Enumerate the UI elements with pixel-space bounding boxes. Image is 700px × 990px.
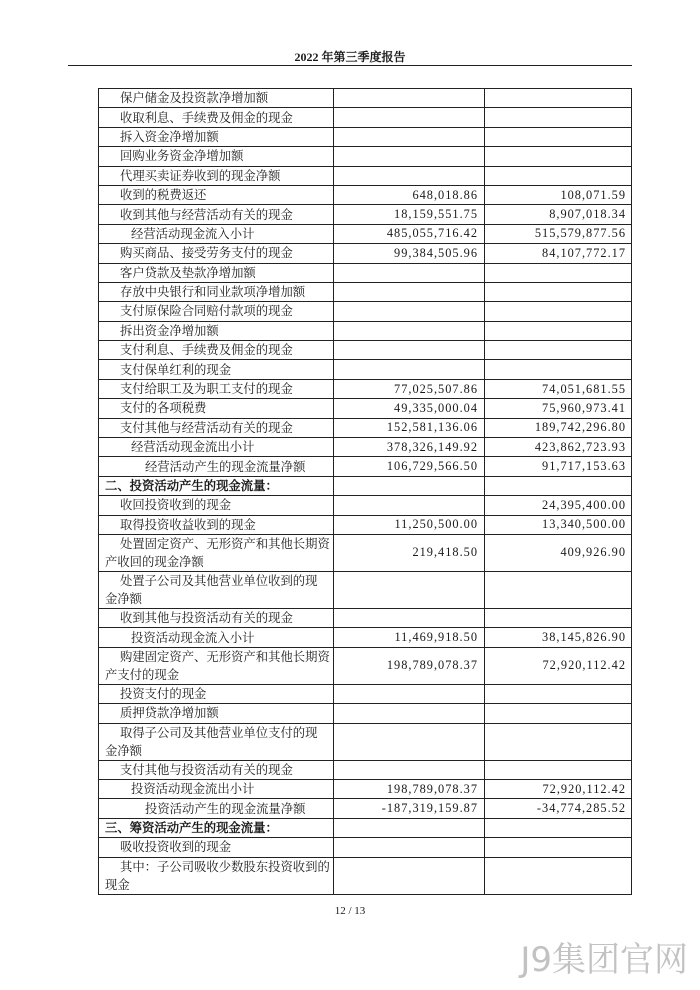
amount-cell-second-column	[485, 225, 632, 244]
amount-value: 18,159,551.75	[394, 207, 478, 222]
amount-cell-second-column	[485, 457, 632, 476]
line-item-cell	[99, 799, 334, 818]
amount-cell-second-column	[485, 244, 632, 263]
line-item-label: 支付利息、手续费及佣金的现金	[120, 343, 293, 358]
line-item-label: 收到其他与投资活动有关的现金	[120, 611, 293, 626]
table-row	[99, 609, 632, 628]
amount-value: 77,025,507.86	[394, 381, 478, 396]
section-heading-row	[99, 819, 632, 838]
amount-value: 378,326,149.92	[386, 439, 478, 454]
amount-cell-first-column	[334, 360, 485, 379]
amount-cell-second-column	[485, 128, 632, 147]
line-item-cell	[99, 648, 334, 685]
table-row	[99, 419, 632, 438]
line-item-cell	[99, 225, 334, 244]
page-header	[68, 50, 632, 66]
amount-cell-first-column	[334, 419, 485, 438]
amount-cell-second-column	[485, 496, 632, 515]
amount-value: 72,920,112.42	[542, 658, 626, 673]
amount-value: 515,579,877.56	[534, 226, 626, 241]
amount-cell-second-column	[485, 438, 632, 457]
amount-cell-second-column	[485, 628, 632, 647]
line-item-label: 处置子公司及其他营业单位收到的现 金净额	[105, 573, 318, 606]
amount-cell-second-column	[485, 205, 632, 224]
amount-value: 219,418.50	[412, 545, 478, 560]
table-row	[99, 186, 632, 205]
amount-cell-first-column	[334, 457, 485, 476]
line-item-cell	[99, 438, 334, 457]
table-row	[99, 302, 632, 321]
table-row	[99, 89, 632, 108]
page-number: 12 / 13	[334, 905, 366, 917]
line-item-label: 拆入资金净增加额	[120, 129, 219, 144]
amount-value: 84,107,772.17	[542, 245, 626, 260]
section-heading: 三、筹资活动产生的现金流量：	[105, 819, 278, 835]
amount-cell-second-column	[485, 322, 632, 341]
amount-cell-second-column	[485, 838, 632, 857]
amount-cell-first-column	[334, 244, 485, 263]
amount-value: 152,581,136.06	[386, 420, 478, 435]
line-item-cell	[99, 535, 334, 572]
amount-value: 108,071.59	[560, 187, 626, 202]
amount-cell-first-column	[334, 535, 485, 572]
amount-cell-first-column	[334, 496, 485, 515]
amount-cell-second-column	[485, 780, 632, 799]
amount-value: 99,384,505.96	[394, 245, 478, 260]
amount-cell-first-column	[334, 838, 485, 857]
line-item-label: 收到其他与经营活动有关的现金	[120, 207, 293, 222]
amount-cell-first-column	[334, 341, 485, 360]
line-item-cell	[99, 167, 334, 186]
amount-cell-first-column	[334, 380, 485, 399]
amount-value: 198,789,078.37	[386, 658, 478, 673]
line-item-cell	[99, 838, 334, 857]
table-row	[99, 799, 632, 818]
amount-cell-first-column	[334, 858, 485, 895]
line-item-label: 其中：子公司吸收少数股东投资收到的 现金	[105, 859, 330, 892]
amount-cell-second-column	[485, 167, 632, 186]
amount-cell-first-column	[334, 704, 485, 723]
table-row	[99, 167, 632, 186]
amount-cell-second-column	[485, 380, 632, 399]
amount-cell-second-column	[485, 516, 632, 535]
amount-value: 72,920,112.42	[542, 781, 626, 796]
line-item-label: 拆出资金净增加额	[120, 323, 219, 338]
amount-value: 13,340,500.00	[542, 517, 626, 532]
table-row	[99, 244, 632, 263]
amount-cell-first-column	[334, 167, 485, 186]
line-item-label: 吸收投资收到的现金	[120, 840, 232, 855]
amount-value: 485,055,716.42	[386, 226, 478, 241]
table-row	[99, 438, 632, 457]
line-item-cell	[99, 108, 334, 127]
amount-cell-first-column	[334, 724, 485, 761]
line-item-cell	[99, 780, 334, 799]
line-item-cell	[99, 89, 334, 108]
amount-cell-second-column	[485, 419, 632, 438]
amount-cell-first-column	[334, 628, 485, 647]
line-item-cell	[99, 685, 334, 704]
line-item-cell	[99, 724, 334, 761]
amount-cell-second-column	[485, 341, 632, 360]
table-row	[99, 264, 632, 283]
line-item-label: 支付的各项税费	[120, 401, 207, 416]
amount-cell-first-column	[334, 399, 485, 418]
line-item-label: 收到的税费返还	[120, 188, 207, 203]
amount-cell-second-column	[485, 399, 632, 418]
amount-cell-first-column	[334, 147, 485, 166]
line-item-cell	[99, 761, 334, 780]
amount-cell-first-column	[334, 89, 485, 108]
line-item-cell	[99, 283, 334, 302]
amount-cell-second-column	[485, 858, 632, 895]
table-row	[99, 225, 632, 244]
table-row	[99, 108, 632, 127]
table-row	[99, 685, 632, 704]
table-row	[99, 457, 632, 476]
amount-cell-first-column	[334, 225, 485, 244]
amount-value: 8,907,018.34	[549, 207, 626, 222]
line-item-label: 回购业务资金净增加额	[120, 149, 244, 164]
line-item-cell	[99, 302, 334, 321]
table-row	[99, 780, 632, 799]
amount-value: 198,789,078.37	[386, 781, 478, 796]
table-row	[99, 360, 632, 379]
amount-cell-second-column	[485, 648, 632, 685]
table-row	[99, 128, 632, 147]
table-row	[99, 858, 632, 895]
line-item-cell	[99, 205, 334, 224]
report-title: 2022 年第三季度报告	[294, 50, 406, 64]
line-item-label: 支付保单红利的现金	[120, 362, 232, 377]
line-item-label: 取得投资收益收到的现金	[120, 517, 256, 532]
line-item-cell	[99, 322, 334, 341]
table-row	[99, 283, 632, 302]
table-row	[99, 704, 632, 723]
table-row	[99, 724, 632, 761]
line-item-label: 存放中央银行和同业款项净增加额	[120, 285, 306, 300]
amount-value: 409,926.90	[560, 545, 626, 560]
amount-cell-second-column	[485, 147, 632, 166]
section-heading: 二、投资活动产生的现金流量：	[105, 478, 278, 493]
section-heading-row	[99, 477, 632, 496]
amount-cell-second-column	[485, 704, 632, 723]
amount-cell-second-column	[485, 572, 632, 609]
line-item-cell	[99, 457, 334, 476]
line-item-label: 支付其他与经营活动有关的现金	[120, 420, 293, 435]
amount-cell-second-column	[485, 186, 632, 205]
amount-cell-first-column	[334, 609, 485, 628]
amount-value: -34,774,285.52	[536, 801, 626, 816]
amount-cell-first-column	[334, 648, 485, 685]
line-item-label: 质押贷款净增加额	[120, 706, 219, 721]
table-row	[99, 628, 632, 647]
table-row	[99, 838, 632, 857]
watermark: J9集团官网	[520, 940, 688, 980]
table-row	[99, 399, 632, 418]
amount-cell-first-column	[334, 438, 485, 457]
line-item-cell	[99, 380, 334, 399]
table-row	[99, 341, 632, 360]
amount-cell-first-column	[334, 264, 485, 283]
amount-value: 423,862,723.93	[534, 439, 626, 454]
amount-value: 38,145,826.90	[542, 630, 626, 645]
line-item-cell	[99, 186, 334, 205]
line-item-label: 购买商品、接受劳务支付的现金	[120, 246, 293, 261]
amount-cell-first-column	[334, 685, 485, 704]
line-item-label: 经营活动现金流入小计	[131, 226, 255, 241]
amount-value: 74,051,681.55	[542, 381, 626, 396]
line-item-cell	[99, 628, 334, 647]
amount-value: 189,742,296.80	[534, 420, 626, 435]
amount-cell-second-column	[485, 609, 632, 628]
line-item-cell	[99, 609, 334, 628]
amount-cell-second-column	[485, 108, 632, 127]
amount-cell-second-column	[485, 685, 632, 704]
amount-cell-second-column	[485, 799, 632, 818]
amount-cell-first-column	[334, 761, 485, 780]
line-item-label: 投资活动现金流入小计	[131, 630, 255, 645]
table-row	[99, 496, 632, 515]
table-row	[99, 380, 632, 399]
amount-cell-second-column	[485, 283, 632, 302]
line-item-label: 代理买卖证券收到的现金净额	[120, 168, 281, 183]
amount-cell-first-column	[334, 572, 485, 609]
amount-value: 75,960,973.41	[542, 400, 626, 415]
line-item-label: 经营活动产生的现金流量净额	[145, 459, 306, 474]
line-item-cell	[99, 399, 334, 418]
table-row	[99, 572, 632, 609]
line-item-cell	[99, 244, 334, 263]
line-item-cell	[99, 341, 334, 360]
amount-cell-second-column	[485, 761, 632, 780]
table-row	[99, 535, 632, 572]
line-item-cell	[99, 572, 334, 609]
line-item-label: 支付原保险合同赔付款项的现金	[120, 304, 293, 319]
amount-cell-first-column	[334, 516, 485, 535]
line-item-label: 支付其他与投资活动有关的现金	[120, 762, 293, 777]
amount-value: 648,018.86	[412, 187, 478, 202]
line-item-label: 处置固定资产、无形资产和其他长期资 产收回的现金净额	[105, 536, 330, 569]
table-row	[99, 322, 632, 341]
amount-cell-first-column	[334, 128, 485, 147]
table-row	[99, 761, 632, 780]
cash-flow-table	[98, 88, 632, 895]
line-item-cell	[99, 147, 334, 166]
line-item-cell	[99, 819, 334, 838]
line-item-label: 收取利息、手续费及佣金的现金	[120, 110, 293, 125]
amount-cell-first-column	[334, 322, 485, 341]
amount-cell-first-column	[334, 780, 485, 799]
amount-cell-second-column	[485, 535, 632, 572]
amount-cell-first-column	[334, 477, 485, 496]
line-item-cell	[99, 360, 334, 379]
amount-cell-first-column	[334, 799, 485, 818]
line-item-label: 购建固定资产、无形资产和其他长期资 产支付的现金	[105, 649, 330, 682]
line-item-cell	[99, 264, 334, 283]
amount-value: -187,319,159.87	[381, 801, 478, 816]
amount-cell-second-column	[485, 302, 632, 321]
amount-cell-second-column	[485, 724, 632, 761]
amount-value: 11,250,500.00	[394, 517, 478, 532]
line-item-cell	[99, 419, 334, 438]
amount-value: 49,335,000.04	[394, 400, 478, 415]
table-row	[99, 205, 632, 224]
table-row	[99, 516, 632, 535]
line-item-label: 保户储金及投资款净增加额	[120, 91, 269, 106]
amount-cell-second-column	[485, 89, 632, 108]
line-item-label: 投资支付的现金	[120, 686, 207, 701]
line-item-label: 经营活动现金流出小计	[131, 440, 255, 455]
line-item-label: 投资活动现金流出小计	[131, 782, 255, 797]
line-item-cell	[99, 704, 334, 723]
amount-value: 11,469,918.50	[394, 630, 478, 645]
amount-cell-second-column	[485, 477, 632, 496]
line-item-label: 收回投资收到的现金	[120, 498, 232, 513]
amount-cell-second-column	[485, 819, 632, 838]
line-item-cell	[99, 128, 334, 147]
amount-cell-first-column	[334, 302, 485, 321]
line-item-label: 投资活动产生的现金流量净额	[145, 801, 306, 816]
amount-value: 91,717,153.63	[542, 459, 626, 474]
amount-cell-first-column	[334, 108, 485, 127]
line-item-cell	[99, 858, 334, 895]
amount-cell-first-column	[334, 205, 485, 224]
line-item-cell	[99, 496, 334, 515]
amount-value: 24,395,400.00	[542, 497, 626, 512]
line-item-label: 取得子公司及其他营业单位支付的现 金净额	[105, 725, 318, 758]
amount-cell-first-column	[334, 186, 485, 205]
line-item-cell	[99, 477, 334, 496]
amount-cell-second-column	[485, 360, 632, 379]
table-row	[99, 648, 632, 685]
amount-cell-first-column	[334, 283, 485, 302]
amount-cell-second-column	[485, 264, 632, 283]
line-item-label: 客户贷款及垫款净增加额	[120, 265, 256, 280]
line-item-label: 支付给职工及为职工支付的现金	[120, 382, 293, 397]
line-item-cell	[99, 516, 334, 535]
amount-value: 106,729,566.50	[386, 459, 478, 474]
amount-cell-first-column	[334, 819, 485, 838]
table-row	[99, 147, 632, 166]
